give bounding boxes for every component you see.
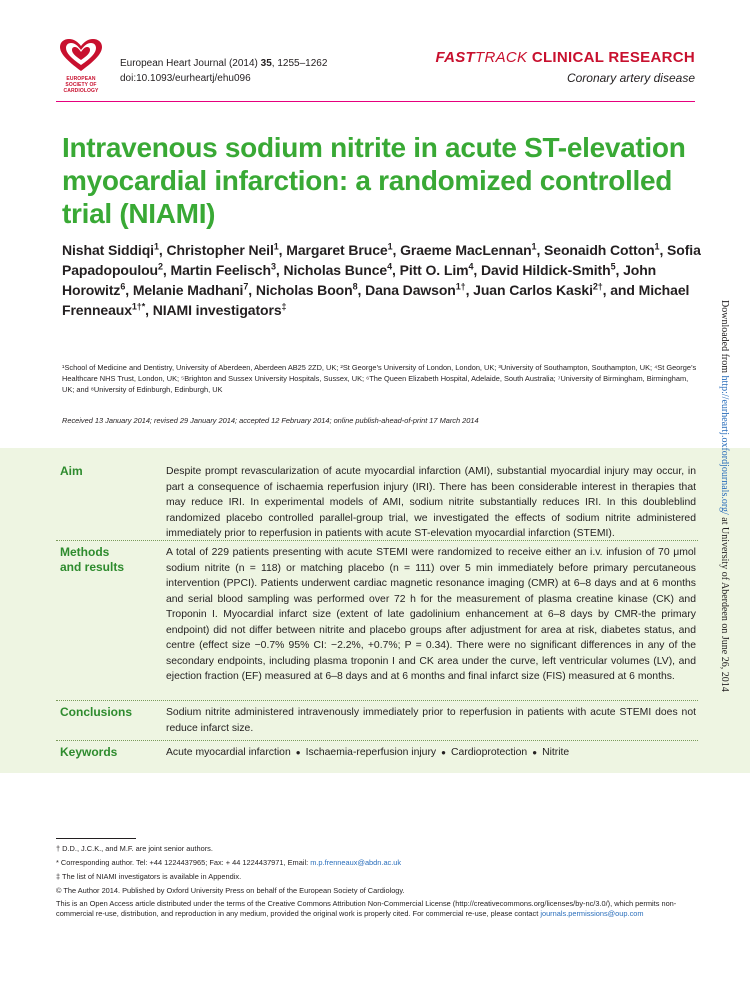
author — [62, 242, 159, 258]
keyword: Acute myocardial infarction — [166, 747, 291, 758]
author-name: Nicholas Boon — [255, 282, 353, 298]
author — [365, 282, 466, 298]
author — [153, 302, 287, 318]
aim-label: Aim — [60, 464, 83, 478]
header-divider — [56, 101, 695, 102]
license-text: This is an Open Access article distributed under the terms of the Creative Commons Attribution Non-Commercial License (http://creativecommons.org/licenses/by-nc/3.0/), which permits non-commercial re-use, distribution, and reproduction in any medium, provided the original work is properly cited. For commercial re-use, please contact — [56, 899, 677, 918]
abstract-divider — [56, 700, 698, 701]
subject-category: Coronary artery disease — [566, 71, 695, 85]
received-dates: Received 13 January 2014; revised 29 January 2014; accepted 12 February 2014; online publish-ahead-of-print 17 March 2014 — [62, 416, 479, 425]
author-list: Nishat Siddiqi$^1$, Christopher Neil$^1$, Margaret Bruce$^1$, Graeme MacLennan$^1$, Seonaidh Cotton$^1$, Sofia Papadopoulou$^2$, Martin Feelisch$^3$, Nicholas Bunce$^4$, Pitt O. Lim$^4$, David Hildick-Smith$^5$, John Horowitz$^6$, Melanie Madhani$^7$, Nicholas Boon$^8$, Dana Dawson$^{1\dagger}$, Juan Carlos Kaski$^{2\dagger}$, and Michael Frenneaux$^{1\dagger*}$, NIAMI investigators‡ — [62, 241, 701, 318]
copyright-notice: © The Author 2014. Published by Oxford University Press on behalf of the European Society of Cardiology. — [56, 886, 405, 895]
doi: doi:10.1093/eurheartj/ehu096 — [120, 73, 251, 84]
author-affiliation-mark: 8 — [352, 281, 358, 292]
author — [283, 262, 392, 278]
keywords-label: Keywords — [60, 745, 118, 759]
author — [166, 242, 278, 258]
keyword-bullet: ● — [295, 748, 301, 757]
abstract-divider — [56, 540, 698, 541]
keyword-bullet: ● — [532, 748, 538, 757]
keyword-bullet: ● — [441, 748, 446, 757]
author-name: Juan Carlos Kaski — [473, 282, 593, 298]
section-fast: FAST — [435, 49, 476, 66]
author-name: Dana Dawson — [365, 282, 456, 298]
author-affiliation-mark: 3 — [270, 261, 276, 272]
author — [133, 282, 248, 298]
journal-volume: 35 — [260, 58, 272, 69]
journal-pages: , 1255–1262 — [271, 58, 328, 69]
license-notice — [56, 899, 706, 919]
author-name: Christopher Neil — [166, 242, 274, 258]
footnote-rule — [56, 838, 136, 839]
footnote-joint-authors: † D.D., J.C.K., and M.F. are joint senior authors. — [56, 844, 213, 853]
conclusions-text: Sodium nitrite administered intravenously immediately prior to reperfusion in patients with acute STEMI does not reduce infarct size. — [166, 707, 696, 734]
author — [400, 242, 536, 258]
permissions-email-link[interactable]: journals.permissions@oup.com — [540, 909, 644, 918]
methods-text: A total of 229 patients presenting with acute STEMI were randomized to receive either an i.v. infusion of 70 μmol sodium nitrite (n = 118) or matching placebo (n = 111) over 5 min immediately before primary percutaneous intervention (PPCI). Patients underwent cardiac magnetic resonance imaging (CMR) at 6–8 days and at 6 months and serial blood sampling was performed over 72 h for the measurement of plasma creatine kinase (CK) and Troponin I. Myocardial infarct size (extent of late gadolinium enhancement at 6–8 days by CMR-the primary endpoint) did not differ between nitrite and placebo groups after adjustment for area at risk, diabetes status, and centre (effect size −0.7% 95% CI: −2.2%, +0.7%; P = 0.34). There were no significant differences in any of the secondary endpoints, including plasma troponin I and CK area under the curve, left ventricular volumes (LV), and ejection fraction (EF) measured at 6–8 days and at 6 months and final infarct size (FIS) measured at 6 months. — [166, 547, 696, 682]
author-affiliation-mark: 2† — [592, 281, 603, 292]
author-name: NIAMI investigators — [152, 302, 282, 318]
author-affiliation-mark: 5 — [610, 261, 616, 272]
article-title: Intravenous sodium nitrite in acute ST-elevation myocardial infarction: a randomized controlled trial (NIAMI) — [62, 132, 686, 229]
journal-citation — [120, 56, 327, 86]
author-affiliation-mark: 1† — [455, 281, 466, 292]
author — [481, 262, 615, 278]
section-heading — [435, 49, 695, 66]
keyword: Nitrite — [542, 747, 570, 758]
author-name: David Hildick-Smith — [480, 262, 611, 278]
corresponding-text: * Corresponding author. Tel: +44 1224437965; Fax: + 44 1224437971, Email: — [56, 858, 311, 867]
author-name: Melanie Madhani — [132, 282, 244, 298]
author — [473, 282, 603, 298]
keyword: Cardioprotection — [450, 747, 528, 758]
footnote-investigators: ‡ The list of NIAMI investigators is available in Appendix. — [56, 872, 242, 881]
author-name: John Horowitz — [62, 262, 657, 298]
abstract-divider — [56, 740, 698, 741]
author-affiliation-mark: ‡ — [281, 301, 287, 312]
author — [400, 262, 474, 278]
section-track: TRACK — [475, 49, 528, 66]
esc-logo — [56, 38, 106, 96]
structured-abstract — [0, 448, 750, 773]
methods-label-line2: and results — [60, 560, 125, 574]
keywords-list — [166, 745, 696, 761]
author-affiliation-mark: 1 — [153, 241, 159, 252]
download-notice — [718, 300, 742, 750]
author — [544, 242, 659, 258]
author-name: Nishat Siddiqi — [62, 242, 154, 258]
author-name: Margaret Bruce — [286, 242, 388, 258]
author — [256, 282, 358, 298]
footnote-corresponding — [56, 858, 706, 868]
author — [286, 242, 392, 258]
journal-name: European Heart Journal (2014) — [120, 58, 258, 69]
affiliations: ¹School of Medicine and Dentistry, University of Aberdeen, Aberdeen AB25 2ZD, UK; ²St George’s University of London, London, UK; ³University of Southampton, Southampton, UK; ⁴St George’s Healthcare NHS Trust, London, UK; ⁵Brighton and Sussex University Hospitals, Sussex, UK; ⁶The Queen Elizabeth Hospital, Adelaide, South Australia; ⁷University of Birmingham, Birmingham, UK; and ⁸University of Edinburgh, Edinburgh, UK — [62, 363, 697, 394]
author-affiliation-mark: 1 — [387, 241, 393, 252]
author-affiliation-mark: 4 — [468, 261, 474, 272]
logo-text: EUROPEAN SOCIETY OF CARDIOLOGY — [63, 76, 99, 94]
author — [171, 262, 276, 278]
methods-label-line1: Methods — [60, 545, 110, 559]
author-affiliation-mark: 4 — [387, 261, 392, 272]
author-affiliation-mark: 1 — [273, 241, 279, 252]
author-name: Graeme MacLennan — [400, 242, 532, 258]
author-name: Sofia Papadopoulou — [62, 242, 701, 278]
corresponding-email-link[interactable]: m.p.frenneaux@abdn.ac.uk — [310, 858, 402, 867]
author-affiliation-mark: 1 — [654, 241, 660, 252]
author-affiliation-mark: 2 — [158, 261, 163, 272]
methods-label — [60, 545, 160, 575]
keyword: Ischaemia-reperfusion injury — [305, 747, 437, 758]
section-clinical-research: CLINICAL RESEARCH — [527, 49, 695, 66]
author-name: Martin Feelisch — [170, 262, 271, 278]
download-suffix: at University of Aberdeen on June 26, 2014 — [719, 514, 730, 692]
author-affiliation-mark: 1†* — [131, 301, 146, 312]
download-prefix: Downloaded from — [719, 300, 730, 376]
author-name: Seonaidh Cotton — [544, 242, 655, 258]
author-affiliation-mark: 6 — [120, 281, 126, 292]
conclusions-label: Conclusions — [60, 705, 133, 719]
download-link[interactable]: http://eurheartj.oxfordjournals.org/ — [719, 375, 730, 515]
aim-text: Despite prompt revascularization of acute myocardial infarction (AMI), substantial myocardial injury may occur, in part a consequence of ischaemia reperfusion injury (IRI). There has been considerable interest in therapies that may reduce IRI. In experimental models of AMI, sodium nitrite substantially reduces IRI. In this doubleblind randomized placebo controlled parallel-group trial, we investigated the effects of sodium nitrite administered immediately prior to reperfusion in patients with acute ST-elevation myocardial infarction (STEMI). — [166, 466, 696, 539]
download-notice-text — [719, 300, 730, 692]
author-name: Michael Frenneaux — [62, 282, 690, 318]
author-name: Nicholas Bunce — [283, 262, 388, 278]
author-affiliation-mark: 7 — [243, 281, 249, 292]
author-affiliation-mark: 1 — [531, 241, 537, 252]
author-name: Pitt O. Lim — [399, 262, 469, 278]
